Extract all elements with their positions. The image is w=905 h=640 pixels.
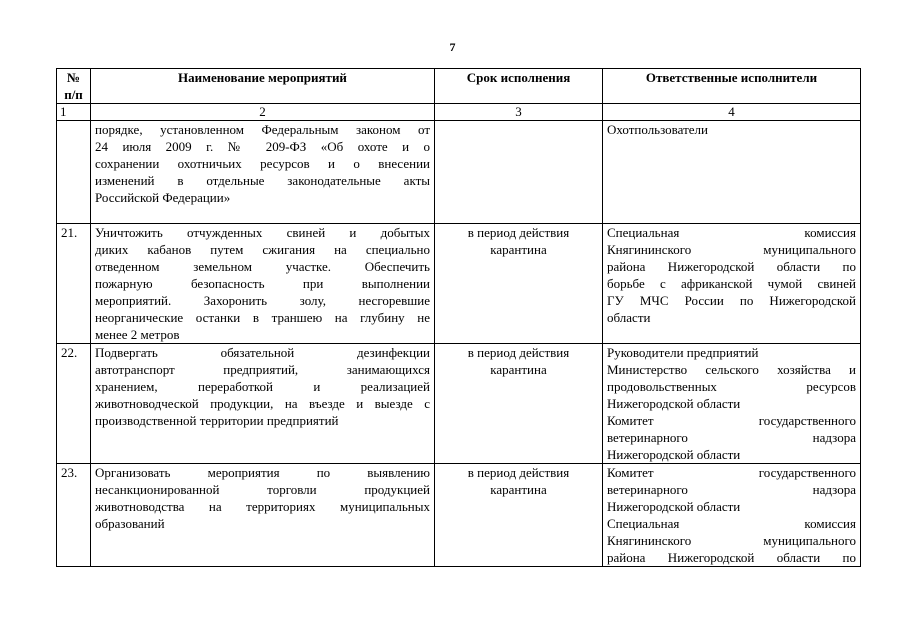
responsible-line: Специальная комиссия: [607, 516, 856, 531]
column-number-row: [57, 104, 861, 121]
row-number: 23.: [57, 464, 91, 567]
header-name: Наименование мероприятий: [91, 69, 435, 104]
measure-name-line: сохранении охотничьих ресурсов и о внесении: [95, 156, 430, 171]
measure-responsible: [603, 121, 861, 224]
measures-table: [56, 68, 861, 567]
measure-responsible: [603, 224, 861, 344]
responsible-line: Охотпользователи: [607, 122, 708, 137]
responsible-line: Комитет государственного: [607, 465, 856, 480]
table-header-row: [57, 69, 861, 104]
table-row: [57, 344, 861, 464]
measure-name-line: образований: [95, 516, 165, 531]
measure-term: [435, 224, 603, 344]
measure-name-line: пожарную безопасность при выполнении: [95, 276, 430, 291]
measure-name-line: животноводства на территориях муниципальных: [95, 499, 430, 514]
term-line: в период действия: [467, 465, 570, 480]
responsible-line: Министерство сельского хозяйства и: [607, 362, 856, 377]
measure-name-line: порядке, установленном Федеральным законом от: [95, 122, 430, 137]
measure-name-line: неорганические останки в траншею на глубину не: [95, 310, 430, 325]
measure-name-line: животноводческой продукции, на въезде и выезде с: [95, 396, 430, 411]
responsible-line: ветеринарного надзора: [607, 430, 856, 445]
measure-responsible: [603, 344, 861, 464]
measure-name: [91, 224, 435, 344]
responsible-line: борьбе с африканской чумой свиней: [607, 276, 856, 291]
term-line: карантина: [490, 482, 547, 497]
measure-name-line: автотранспорт предприятий, занимающихся: [95, 362, 430, 377]
responsible-line: Комитет государственного: [607, 413, 856, 428]
measure-name-line: мероприятий. Захоронить золу, несгоревшие: [95, 293, 430, 308]
column-number-3: 3: [435, 104, 603, 121]
row-number: 21.: [57, 224, 91, 344]
term-line: в период действия: [467, 225, 570, 240]
measure-name-line: хранением, переработкой и реализацией: [95, 379, 430, 394]
measure-name-line: отведенном земельном участке. Обеспечить: [95, 259, 430, 274]
measure-name-line: производственной территории предприятий: [95, 413, 339, 428]
term-line: в период действия: [467, 345, 570, 360]
table-row: [57, 121, 861, 224]
measure-name-line: диких кабанов путем сжигания на специально: [95, 242, 430, 257]
responsible-line: Руководители предприятий: [607, 345, 759, 360]
responsible-line: Нижегородской области: [607, 396, 741, 411]
measure-name-line: Организовать мероприятия по выявлению: [95, 465, 430, 480]
header-term: Срок исполнения: [435, 69, 603, 104]
responsible-line: района Нижегородской области по: [607, 259, 856, 274]
measure-term: [435, 121, 603, 224]
responsible-line: области: [607, 310, 651, 325]
measure-name: [91, 464, 435, 567]
responsible-line: ветеринарного надзора: [607, 482, 856, 497]
column-number-2: 2: [91, 104, 435, 121]
responsible-line: продовольственных ресурсов: [607, 379, 856, 394]
table-row: [57, 224, 861, 344]
measure-name-line: менее 2 метров: [95, 327, 180, 342]
column-number-4: 4: [603, 104, 861, 121]
measure-term: [435, 464, 603, 567]
measure-name-line: 24 июля 2009 г. № 209-ФЗ «Об охоте и о: [95, 139, 430, 154]
column-number-1: 1: [57, 104, 91, 121]
measure-name: [91, 344, 435, 464]
measure-name-line: Уничтожить отчужденных свиней и добытых: [95, 225, 430, 240]
header-num: № п/п: [57, 69, 91, 104]
term-line: карантина: [490, 242, 547, 257]
header-responsible: Ответственные исполнители: [603, 69, 861, 104]
measure-name: [91, 121, 435, 224]
term-line: карантина: [490, 362, 547, 377]
measure-name-line: Российской Федерации»: [95, 190, 231, 205]
table-row: [57, 464, 861, 567]
measure-term: [435, 344, 603, 464]
responsible-line: Нижегородской области: [607, 447, 741, 462]
row-number: [57, 121, 91, 224]
responsible-line: Специальная комиссия: [607, 225, 856, 240]
measure-name-line: несанкционированной торговли продукцией: [95, 482, 430, 497]
responsible-line: Княгининского муниципального: [607, 242, 856, 257]
responsible-line: Княгининского муниципального: [607, 533, 856, 548]
responsible-line: Нижегородской области: [607, 499, 741, 514]
row-number: 22.: [57, 344, 91, 464]
responsible-line: района Нижегородской области по: [607, 550, 856, 565]
measure-responsible: [603, 464, 861, 567]
responsible-line: ГУ МЧС России по Нижегородской: [607, 293, 856, 308]
page-number: 7: [449, 40, 456, 54]
measure-name-line: изменений в отдельные законодательные акты: [95, 173, 430, 188]
measure-name-line: Подвергать обязательной дезинфекции: [95, 345, 430, 360]
